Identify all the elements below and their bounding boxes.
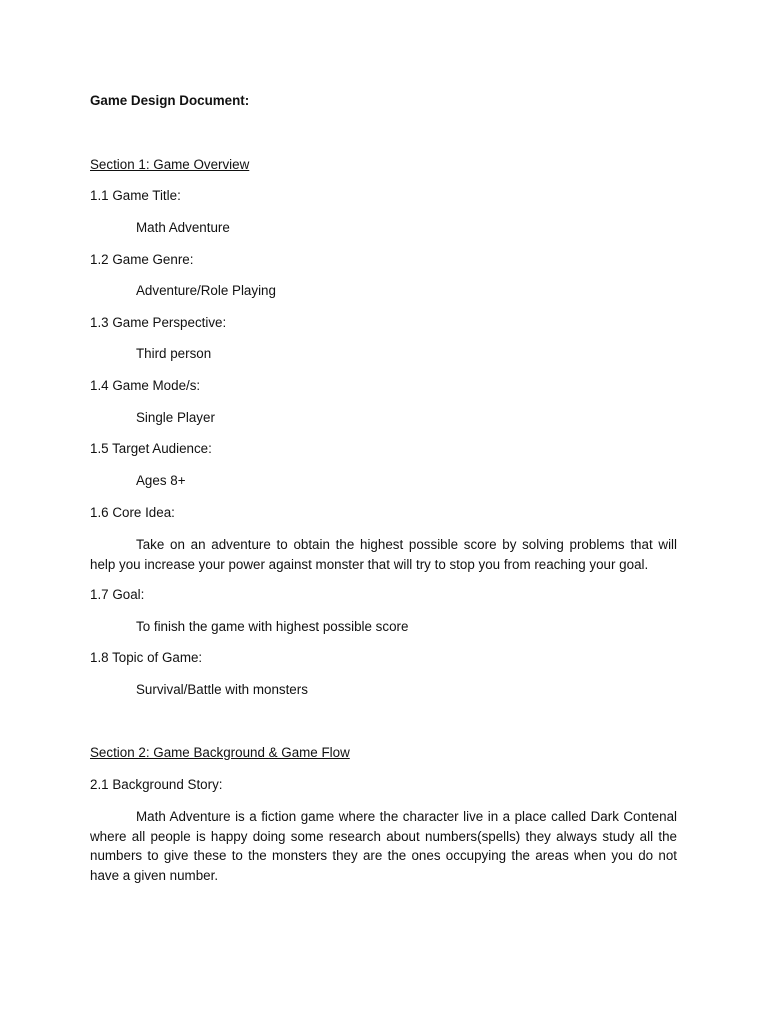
section-1-heading: Section 1: Game Overview	[90, 157, 250, 172]
item-label-background-story: 2.1 Background Story:	[90, 777, 223, 792]
item-value-topic: Survival/Battle with monsters	[136, 682, 308, 697]
item-label-goal: 1.7 Goal:	[90, 587, 145, 602]
section-2-heading: Section 2: Game Background & Game Flow	[90, 745, 350, 760]
item-label-game-modes: 1.4 Game Mode/s:	[90, 378, 201, 393]
document-title: Game Design Document:	[90, 93, 250, 108]
item-value-core-idea: Take on an adventure to obtain the highest possible score by solving problems that will help you increase your power against monster that will try to stop you from reaching your goal.	[90, 537, 677, 572]
item-value-target-audience: Ages 8+	[136, 473, 186, 488]
item-label-game-genre: 1.2 Game Genre:	[90, 252, 194, 267]
item-value-background-story: Math Adventure is a fiction game where the character live in a place called Dark Contenal where all people is happy doing some research about numbers(spells) they always study all the numbers to give these to the monsters they are the ones occupying the areas when you do not have a given number.	[90, 809, 677, 883]
item-value-game-title: Math Adventure	[136, 220, 230, 235]
item-value-goal: To finish the game with highest possible score	[136, 619, 409, 634]
item-label-topic: 1.8 Topic of Game:	[90, 650, 203, 665]
item-value-game-perspective: Third person	[136, 346, 212, 361]
item-value-game-modes: Single Player	[136, 410, 215, 425]
item-value-game-genre: Adventure/Role Playing	[136, 283, 276, 298]
item-label-game-perspective: 1.3 Game Perspective:	[90, 315, 227, 330]
item-label-game-title: 1.1 Game Title:	[90, 188, 181, 203]
item-label-core-idea: 1.6 Core Idea:	[90, 505, 175, 520]
item-label-target-audience: 1.5 Target Audience:	[90, 441, 212, 456]
